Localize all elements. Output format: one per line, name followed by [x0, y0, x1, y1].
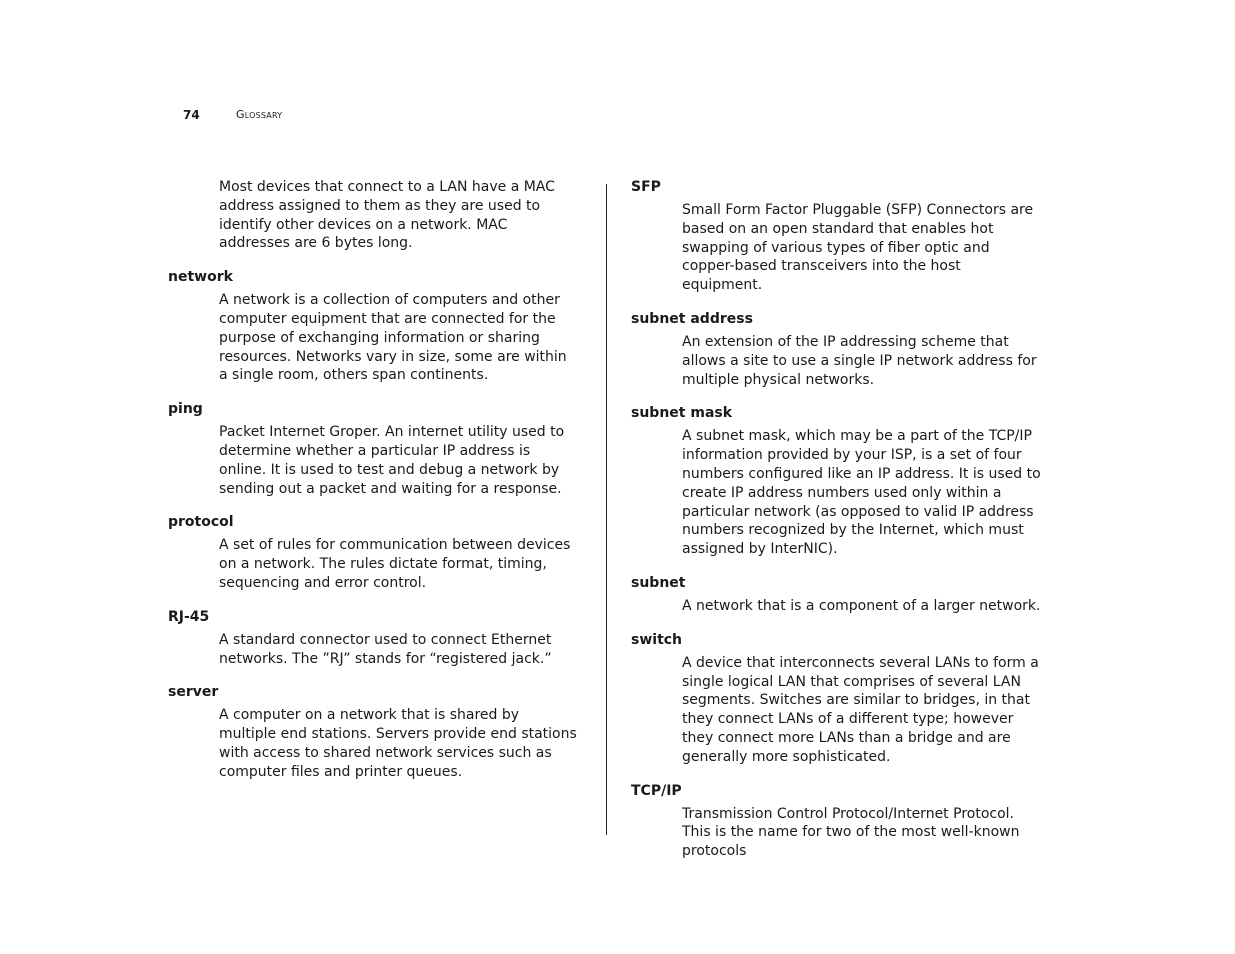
glossary-entry-rj-45	[168, 608, 580, 669]
running-head: Glossary	[236, 108, 283, 121]
glossary-definition: A computer on a network that is shared by multiple end stations. Servers provide end stations with access to shared network services such as computer files and printer queues.	[219, 707, 577, 780]
glossary-term: ping	[168, 401, 203, 418]
glossary-definition: Transmission Control Protocol/Internet Protocol. This is the name for two of the most well-known protocols	[682, 805, 1020, 860]
glossary-entry-subnet-address	[631, 310, 1043, 389]
page-number: 74	[183, 108, 200, 122]
glossary-entry-subnet-mask	[631, 404, 1043, 559]
glossary-term: TCP/IP	[631, 782, 682, 799]
glossary-term: switch	[631, 631, 683, 648]
glossary-term: protocol	[168, 514, 234, 531]
glossary-entry-server	[168, 683, 580, 781]
glossary-term: subnet address	[631, 310, 753, 327]
glossary-definition: Packet Internet Groper. An internet utility used to determine whether a particular IP address is online. It is used to test and debug a network by sending out a packet and waiting for a response.	[219, 424, 565, 497]
glossary-entry-subnet	[631, 574, 1043, 616]
glossary-term: SFP	[631, 179, 661, 195]
glossary-entry-tcp-ip	[631, 782, 1043, 861]
glossary-entry-switch	[631, 631, 1043, 767]
glossary-definition: A network that is a component of a larger network.	[682, 597, 1041, 614]
glossary-term: subnet	[631, 574, 686, 591]
glossary-definition: A subnet mask, which may be a part of the TCP/IP information provided by your ISP, is a set of four numbers configured like an IP address. It is used to create IP address numbers used only within a particular network (as opposed to valid IP address numbers recognized by the Internet, which must assigned by InterNIC).	[682, 428, 1041, 558]
column-divider	[606, 184, 607, 835]
glossary-entry-protocol	[168, 513, 580, 592]
glossary-definition: A standard connector used to connect Ethernet networks. The ”RJ” stands for “registered jack.”	[219, 631, 552, 667]
glossary-definition: A set of rules for communication between devices on a network. The rules dictate format, timing, sequencing and error control.	[219, 537, 571, 591]
glossary-definition: Small Form Factor Pluggable (SFP) Connectors are based on an open standard that enables hot swapping of various types of fiber optic and copper-based transceivers into the host equipment.	[682, 202, 1034, 294]
page-header	[0, 106, 600, 124]
continued-definition: Most devices that connect to a LAN have a MAC address assigned to them as they are used to identify other devices on a network. MAC addresses are 6 bytes long.	[219, 179, 555, 252]
glossary-definition: A network is a collection of computers and other computer equipment that are connected for the purpose of exchanging information or sharing resources. Networks vary in size, some are within a single room, others span continents.	[219, 292, 567, 384]
glossary-definition: A device that interconnects several LANs to form a single logical LAN that comprises of several LAN segments. Switches are similar to bridges, in that they connect LANs of a different type; however they connect more LANs than a bridge and are generally more sophisticated.	[682, 654, 1039, 765]
glossary-entry-network	[168, 268, 580, 385]
glossary-term: network	[168, 269, 233, 286]
glossary-term: subnet mask	[631, 405, 733, 422]
right-column	[631, 178, 1043, 876]
glossary-entry-ping	[168, 400, 580, 498]
glossary-term: RJ-45	[168, 608, 210, 625]
left-column	[168, 178, 580, 797]
glossary-term: server	[168, 684, 219, 701]
glossary-entry-sfp	[631, 178, 1043, 295]
glossary-definition: An extension of the IP addressing scheme that allows a site to use a single IP network address for multiple physical networks.	[682, 333, 1037, 388]
